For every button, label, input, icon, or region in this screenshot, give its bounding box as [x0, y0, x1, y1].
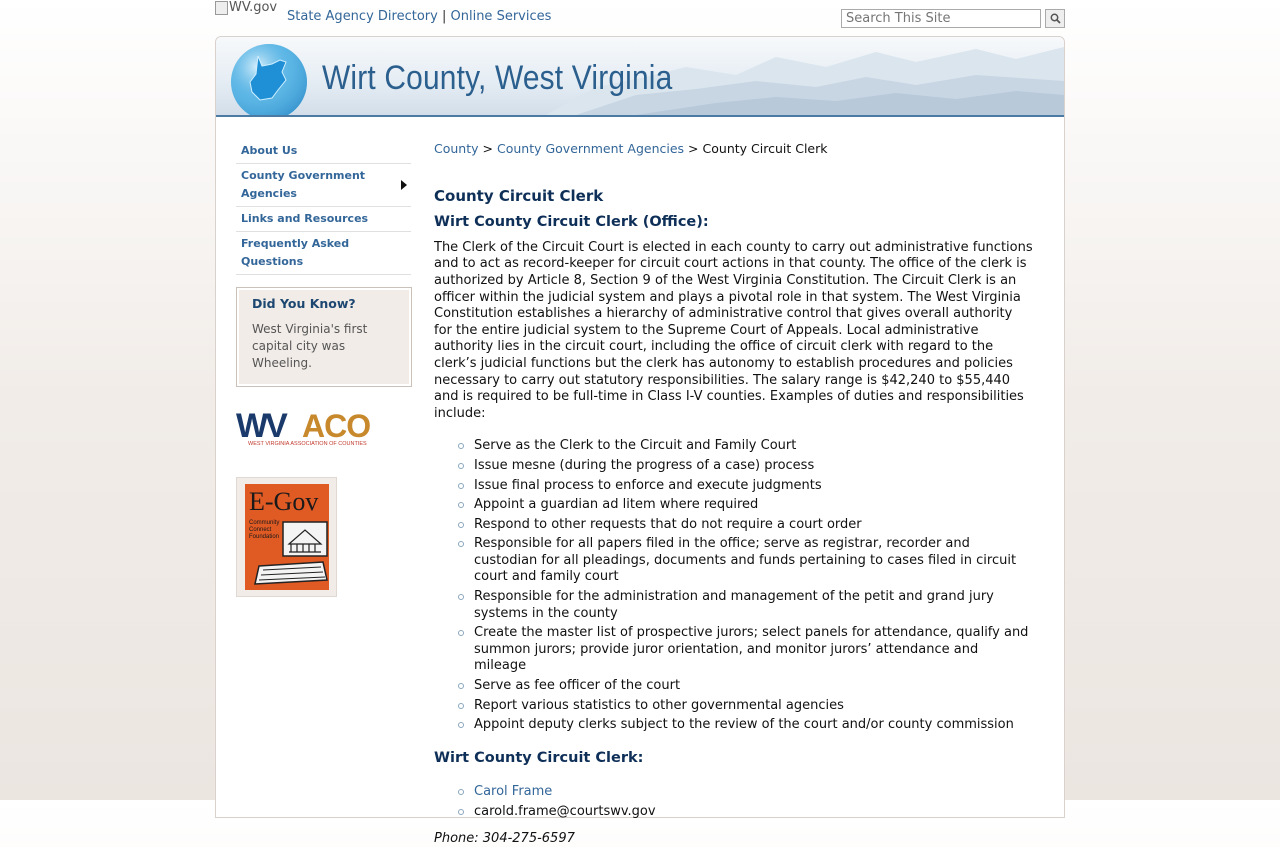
list-item: Appoint deputy clerks subject to the review of the court and/or county commission — [474, 717, 1034, 734]
duties-list — [434, 438, 1034, 734]
list-item: Issue final process to enforce and execute judgments — [474, 478, 1034, 495]
breadcrumb-county-government-agencies[interactable]: County Government Agencies — [496, 141, 685, 156]
site-search — [841, 9, 1065, 28]
online-services-link[interactable]: Online Services — [450, 9, 552, 24]
breadcrumb-sep: > — [482, 141, 493, 156]
list-item: Appoint a guardian ad litem where required — [474, 497, 1034, 514]
egov-line-3: Foundation — [248, 534, 279, 540]
list-item: Responsible for the administration and management of the petit and grand jury systems in the county — [474, 589, 1034, 622]
page-title: County Circuit Clerk — [434, 186, 604, 205]
egov-line-1: Community — [248, 520, 279, 526]
wv-gov-logo[interactable] — [215, 0, 277, 15]
sidebar-item-label: Frequently Asked Questions — [241, 237, 350, 268]
submenu-arrow-icon — [401, 180, 407, 190]
site-banner — [216, 37, 1064, 117]
breadcrumb — [434, 141, 1034, 158]
clerk-email: carold.frame@courtswv.gov — [474, 804, 1034, 821]
list-item: Create the master list of prospective jurors; select panels for attendance, qualify and summon jurors; provide juror orientation, and monitor jurors’ attendance and mileage — [474, 625, 1034, 675]
top-links — [287, 9, 551, 24]
wvaco-aco-letters: ACO — [302, 408, 371, 444]
sidebar-item-faq[interactable] — [236, 232, 411, 275]
clerk-heading: Wirt County Circuit Clerk: — [434, 749, 644, 766]
list-item: Respond to other requests that do not require a court order — [474, 517, 1034, 534]
site-title: Wirt County, West Virginia — [322, 59, 673, 97]
magnifier-icon — [1050, 13, 1061, 24]
sidebar — [236, 139, 411, 597]
list-item: Report various statistics to other governmental agencies — [474, 698, 1034, 715]
did-you-know-text: West Virginia's first capital city was Wheeling. — [252, 322, 368, 370]
wv-globe-icon — [228, 42, 312, 117]
wvaco-subtitle: WEST VIRGINIA ASSOCIATION OF COUNTIES — [248, 441, 367, 447]
search-button[interactable] — [1045, 9, 1065, 28]
wvaco-logo[interactable] — [236, 405, 411, 459]
search-input[interactable] — [841, 9, 1041, 28]
breadcrumb-county[interactable]: County — [434, 141, 479, 156]
clerk-name-item — [474, 784, 1034, 801]
office-heading: Wirt County Circuit Clerk (Office): — [434, 214, 709, 231]
sidebar-item-county-government-agencies[interactable] — [236, 164, 411, 207]
top-link-separator: | — [441, 9, 447, 24]
wv-gov-logo-alt: WV.gov — [229, 0, 278, 15]
did-you-know-title: Did You Know? — [252, 296, 356, 311]
sidebar-item-label: Links and Resources — [241, 212, 369, 225]
main-content — [434, 141, 1034, 847]
wvaco-wv-letters: WV — [236, 407, 285, 445]
wvaco-logo-graphic — [236, 405, 388, 455]
sidebar-item-label: About Us — [241, 144, 298, 157]
list-item: Serve as the Clerk to the Circuit and Family Court — [474, 438, 1034, 455]
top-bar — [215, 0, 1065, 36]
sidebar-item-about-us[interactable] — [236, 139, 411, 164]
broken-image-icon — [215, 1, 228, 15]
list-item: Serve as fee officer of the court — [474, 678, 1034, 695]
egov-logo[interactable] — [236, 477, 337, 597]
egov-logo-graphic — [245, 484, 329, 590]
list-item: Responsible for all papers filed in the office; serve as registrar, recorder and custodian for all pleadings, documents and funds pertaining to cases filed in circuit court and family court — [474, 536, 1034, 586]
state-agency-directory-link[interactable]: State Agency Directory — [287, 9, 438, 24]
main-container — [215, 36, 1065, 846]
breadcrumb-current: County Circuit Clerk — [702, 141, 828, 156]
sidebar-item-links-and-resources[interactable] — [236, 207, 411, 232]
breadcrumb-sep: > — [688, 141, 699, 156]
clerk-name-link[interactable]: Carol Frame — [474, 784, 553, 800]
clerk-phone: Phone: 304-275-6597 — [434, 830, 575, 846]
egov-title: E-Gov — [248, 487, 318, 516]
list-item: Issue mesne (during the progress of a case) process — [474, 458, 1034, 475]
did-you-know-box — [236, 287, 412, 387]
sidebar-item-label: County Government Agencies — [241, 169, 366, 200]
clerk-contact-list — [434, 784, 1034, 820]
egov-line-2: Connect — [248, 527, 271, 533]
office-description: The Clerk of the Circuit Court is elected in each county to carry out administrative functions and to act as record-keeper for circuit court actions in that county. The office of the clerk is authorized by Article 8, Section 9 of the West Virginia Constitution. The Circuit Clerk is an officer within the judicial system and plays a pivotal role in that system. The West Virginia Constitution establishes a hierarchy of administrative control that gives overall authority for the entire judicial system to the Supreme Court of Appeals. Local administrative authority lies in the circuit court, including the office of circuit clerk with regard to the clerk’s judicial functions but the clerk has autonomy to establish procedures and policies necessary to carry out statutory responsibilities. The salary range is $42,240 to $55,440 and is required to be full-time in Class I-V counties. Examples of duties and responsibilities include: — [434, 239, 1033, 421]
